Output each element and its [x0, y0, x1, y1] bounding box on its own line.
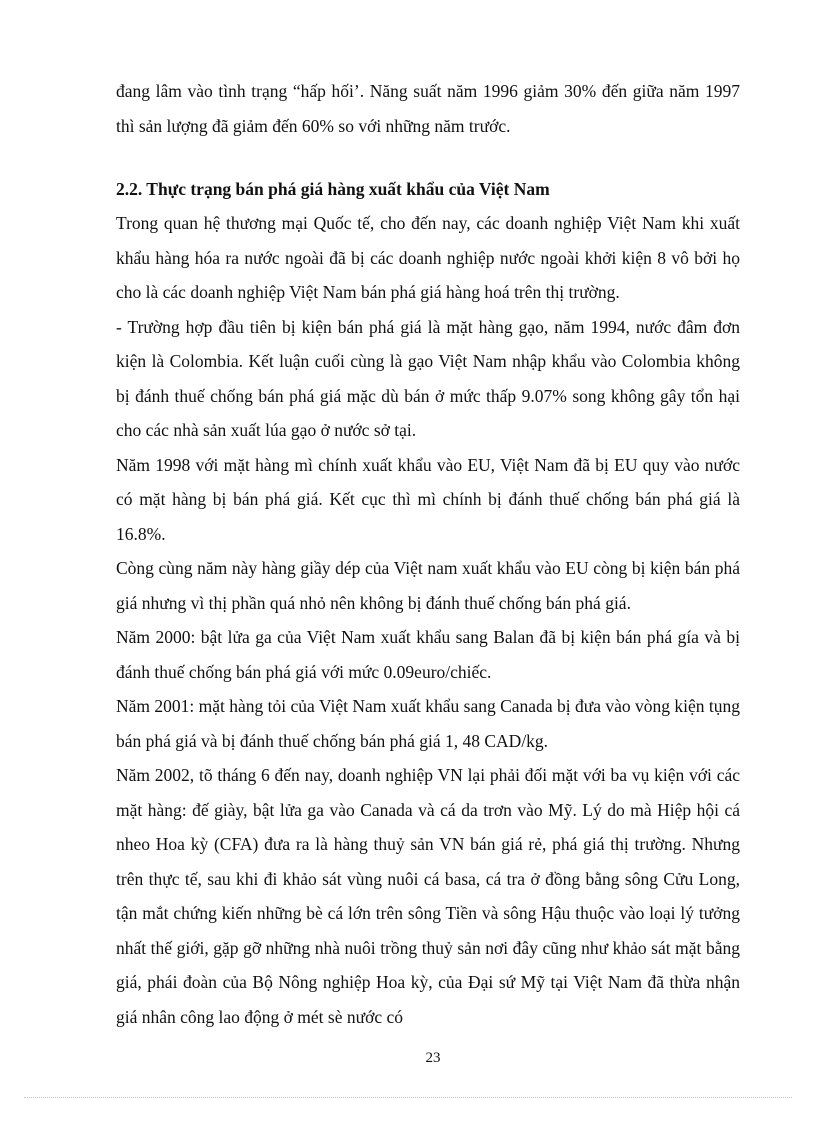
- section-heading: 2.2. Thực trạng bán phá giá hàng xuất khẩu của Việt Nam: [116, 179, 550, 199]
- page-number: 23: [425, 1050, 441, 1066]
- intro-text: đang lâm vào tình trạng “hấp hối’. Năng suất năm 1996 giảm 30% đến giữa năm 1997 thì sản lượng đã giảm đến 60% so với những năm trước.: [116, 81, 740, 136]
- page-bottom-divider: [24, 1097, 792, 1098]
- paragraph-footwear-case: Còng cùng năm này hàng giầy dép của Việt nam xuất khẩu vào EU còng bị kiện bán phá giá nhưng vì thị phần quá nhỏ nên không bị đánh thuế chống bán phá giá.: [116, 558, 740, 613]
- section-body: [116, 206, 740, 1034]
- intro-paragraph: [116, 74, 740, 143]
- paragraph-garlic-case: Năm 2001: mặt hàng tỏi của Việt Nam xuất khẩu sang Canada bị đưa vào vòng kiện tụng bán phá giá và bị đánh thuế chống bán phá giá 1, 48 CAD/kg.: [116, 696, 740, 751]
- paragraph-lighter-case: Năm 2000: bật lửa ga của Việt Nam xuất khẩu sang Balan đã bị kiện bán phá gía và bị đánh thuế chống bán phá giá với mức 0.09euro/chiếc.: [116, 627, 740, 682]
- paragraph-overview: Trong quan hệ thương mại Quốc tế, cho đến nay, các doanh nghiệp Việt Nam khi xuất khẩu hàng hóa ra nước ngoài đã bị các doanh nghiệp nước ngoài khởi kiện 8 vô bởi họ cho là các doanh nghiệp Việt Nam bán phá giá hàng hoá trên thị trường.: [116, 213, 740, 302]
- paragraph-catfish-case: Năm 2002, tõ tháng 6 đến nay, doanh nghiệp VN lại phải đối mặt với ba vụ kiện với các mặt hàng: đế giày, bật lửa ga vào Canada và cá da trơn vào Mỹ. Lý do mà Hiệp hội cá nheo Hoa kỳ (CFA) đưa ra là hàng thuỷ sản VN bán giá rẻ, phá giá thị trường. Nhưng trên thực tế, sau khi đi khảo sát vùng nuôi cá basa, cá tra ở đồng bằng sông Cửu Long, tận mắt chứng kiến những bè cá lớn trên sông Tiền và sông Hậu thuộc vào loại lý tưởng nhất thế giới, gặp gỡ những nhà nuôi trồng thuỷ sản nơi đây cũng như khảo sát mặt bằng giá, phái đoàn của Bộ Nông nghiệp Hoa kỳ, của Đại sứ Mỹ tại Việt Nam đã thừa nhận giá nhân công lao động ở mét sè nước có: [116, 765, 740, 1027]
- paragraph-rice-case: - Trường hợp đầu tiên bị kiện bán phá giá là mặt hàng gạo, năm 1994, nước đâm đơn kiện là Colombia. Kết luận cuối cùng là gạo Việt Nam nhập khẩu vào Colombia không bị đánh thuế chống bán phá giá mặc dù bán ở mức thấp 9.07% song không gây tổn hại cho các nhà sản xuất lúa gạo ở nước sở tại.: [116, 316, 740, 440]
- paragraph-msg-case: Năm 1998 với mặt hàng mì chính xuất khẩu vào EU, Việt Nam đã bị EU quy vào nước có mặt hàng bị bán phá giá. Kết cục thì mì chính bị đánh thuế chống bán phá giá là 16.8%.: [116, 454, 740, 544]
